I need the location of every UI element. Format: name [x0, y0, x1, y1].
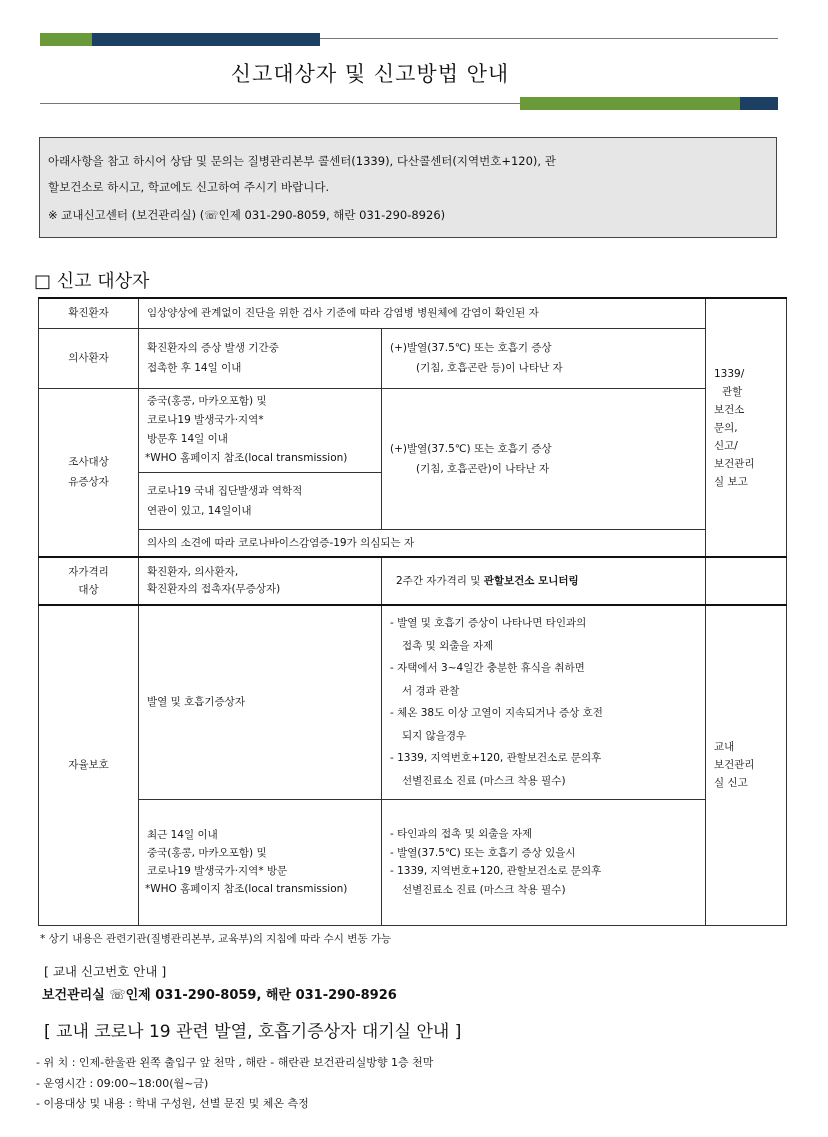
quarantine-action	[382, 557, 706, 605]
text-line: 코로나19 국내 집단발생과 역학적	[147, 484, 303, 497]
hotline-text: 보건관리실 ☏인제 031-290-8059, 해란 031-290-8926	[42, 988, 397, 1003]
text-line: 최근 14일 이내	[147, 829, 218, 841]
investigation-cluster	[139, 472, 382, 529]
text-line: 선별진료소 진료 (마스크 착용 필수)	[402, 883, 566, 896]
row-label-investigation	[39, 388, 139, 557]
text-line: (기침, 호흡곤란)이 나타난 자	[416, 462, 550, 475]
text-line: 접촉한 후 14일 이내	[147, 362, 242, 374]
text-line: 조사대상	[68, 456, 109, 469]
text-line: (기침, 호흡곤란 등)이 나타난 자	[416, 362, 563, 374]
hotline-heading: [ 교내 신고번호 안내 ]	[44, 964, 167, 979]
report-note-line: 문의,	[714, 421, 738, 434]
investigation-symptoms	[382, 388, 706, 529]
text-line: - 체온 38도 이상 고열이 지속되거나 증상 호전	[390, 707, 603, 720]
text-line: 코로나19 발생국가·지역* 방문	[147, 865, 288, 877]
quarantine-action-text: 2주간 자가격리 및	[396, 575, 484, 587]
investigation-doctor: 의사의 소견에 따라 코로나바이스감염증-19가 의심되는 자	[139, 529, 706, 557]
row-label-confirmed: 확진환자	[39, 298, 139, 328]
text-line: - 자택에서 3~4일간 충분한 휴식을 취하면	[390, 662, 585, 675]
report-target-table	[38, 297, 787, 926]
report-note-line: 보건관리	[714, 457, 755, 470]
text-line: 확진환자의 접촉자(무증상자)	[147, 583, 281, 595]
section-title: □ 신고 대상자	[34, 271, 150, 292]
notice-box	[39, 137, 777, 238]
waiting-room-users: - 이용대상 및 내용 : 학내 구성원, 선별 문진 및 체온 측정	[36, 1097, 309, 1110]
row-label-quarantine	[39, 557, 139, 605]
report-note-line: 보건관리	[714, 759, 755, 772]
text-line: 선별진료소 진료 (마스크 착용 필수)	[402, 774, 566, 787]
row-label-self-protection: 자율보호	[39, 605, 139, 925]
waiting-room-title: [ 교내 코로나 19 관련 발열, 호흡기증상자 대기실 안내 ]	[44, 1022, 462, 1042]
report-note-line: 실 보고	[714, 475, 748, 488]
header-navy-bar	[92, 33, 320, 46]
self-protection-travel	[139, 799, 382, 925]
text-line: 유증상자	[68, 476, 109, 489]
report-note-line: 신고/	[714, 439, 738, 452]
footnote: * 상기 내용은 관련기관(질병관리본부, 교육부)의 지침에 따라 수시 변동 가능	[40, 933, 392, 945]
text-line: 방문후 14일 이내	[147, 433, 228, 445]
page-title: 신고대상자 및 신고방법 안내	[230, 62, 510, 86]
text-line: *WHO 홈페이지 참조(local transmission)	[145, 883, 348, 895]
report-note-internal	[706, 605, 787, 925]
text-line: *WHO 홈페이지 참조(local transmission)	[145, 452, 348, 464]
text-line: 코로나19 발생국가·지역*	[147, 414, 264, 426]
header-green-bar-right	[520, 97, 740, 110]
empty-cell	[706, 557, 787, 605]
text-line: 접촉 및 외출을 자제	[402, 639, 494, 652]
text-line: (+)발열(37.5℃) 또는 호흡기 증상	[390, 342, 552, 354]
confirmed-description: 임상양상에 관계없이 진단을 위한 검사 기준에 따라 감염병 병원체에 감염이 확인된 자	[139, 298, 706, 328]
self-protection-travel-actions	[382, 799, 706, 925]
header-top-line	[320, 38, 778, 39]
report-note-line: 교내	[714, 741, 735, 754]
text-line: 중국(홍콩, 마카오포함) 및	[147, 395, 267, 407]
text-line: - 1339, 지역번호+120, 관할보건소로 문의후	[390, 752, 602, 765]
report-note-line: 관할	[722, 385, 743, 398]
text-line: - 발열 및 호흡기 증상이 나타나면 타인과의	[390, 617, 587, 630]
quarantine-who	[139, 557, 382, 605]
header-bottom-line	[40, 103, 520, 104]
waiting-room-location: - 위 치 : 인제-한울관 왼쪽 출입구 앞 천막 , 해란 - 해란관 보건관리실방향 1층 천막	[36, 1056, 434, 1069]
header-green-bar	[40, 33, 92, 46]
notice-line-3: ※ 교내신고센터 (보건관리실) (☏인제 031-290-8059, 해란 031-290-8926)	[48, 208, 446, 222]
text-line: 되지 않을경우	[402, 729, 467, 742]
text-line: 자가격리	[68, 566, 109, 578]
report-note-line: 1339/	[714, 367, 745, 380]
text-line: - 발열(37.5℃) 또는 호흡기 증상 있을시	[390, 846, 576, 859]
text-line: - 타인과의 접촉 및 외출을 자제	[390, 828, 533, 840]
text-line: 중국(홍콩, 마카오포함) 및	[147, 847, 267, 859]
text-line: 서 경과 관찰	[402, 684, 460, 697]
waiting-room-hours: - 운영시간 : 09:00~18:00(월~금)	[36, 1077, 209, 1090]
text-line: 대상	[78, 584, 99, 596]
report-note-external	[706, 298, 787, 557]
text-line: 확진환자, 의사환자,	[147, 566, 239, 578]
suspected-contact	[139, 328, 382, 388]
suspected-symptoms	[382, 328, 706, 388]
text-line: (+)발열(37.5℃) 또는 호흡기 증상	[390, 442, 552, 455]
header-navy-bar-right	[740, 97, 778, 110]
text-line: 확진환자의 증상 발생 기간중	[147, 342, 279, 354]
self-protection-symptomatic: 발열 및 호흡기증상자	[139, 605, 382, 799]
notice-line-1: 아래사항을 참고 하시어 상담 및 문의는 질병관리본부 콜센터(1339), 다산콜센터(지역번호+120), 관	[48, 154, 556, 168]
quarantine-action-bold: 관할보건소 모니터링	[483, 575, 579, 587]
report-note-line: 보건소	[714, 403, 745, 416]
row-label-suspected: 의사환자	[39, 328, 139, 388]
notice-line-2: 할보건소로 하시고, 학교에도 신고하여 주시기 바랍니다.	[48, 180, 330, 194]
text-line: - 1339, 지역번호+120, 관할보건소로 문의후	[390, 865, 602, 877]
investigation-travel	[139, 388, 382, 472]
self-protection-symptomatic-actions	[382, 605, 706, 799]
report-note-line: 실 신고	[714, 777, 748, 790]
text-line: 연관이 있고, 14일이내	[147, 504, 252, 517]
